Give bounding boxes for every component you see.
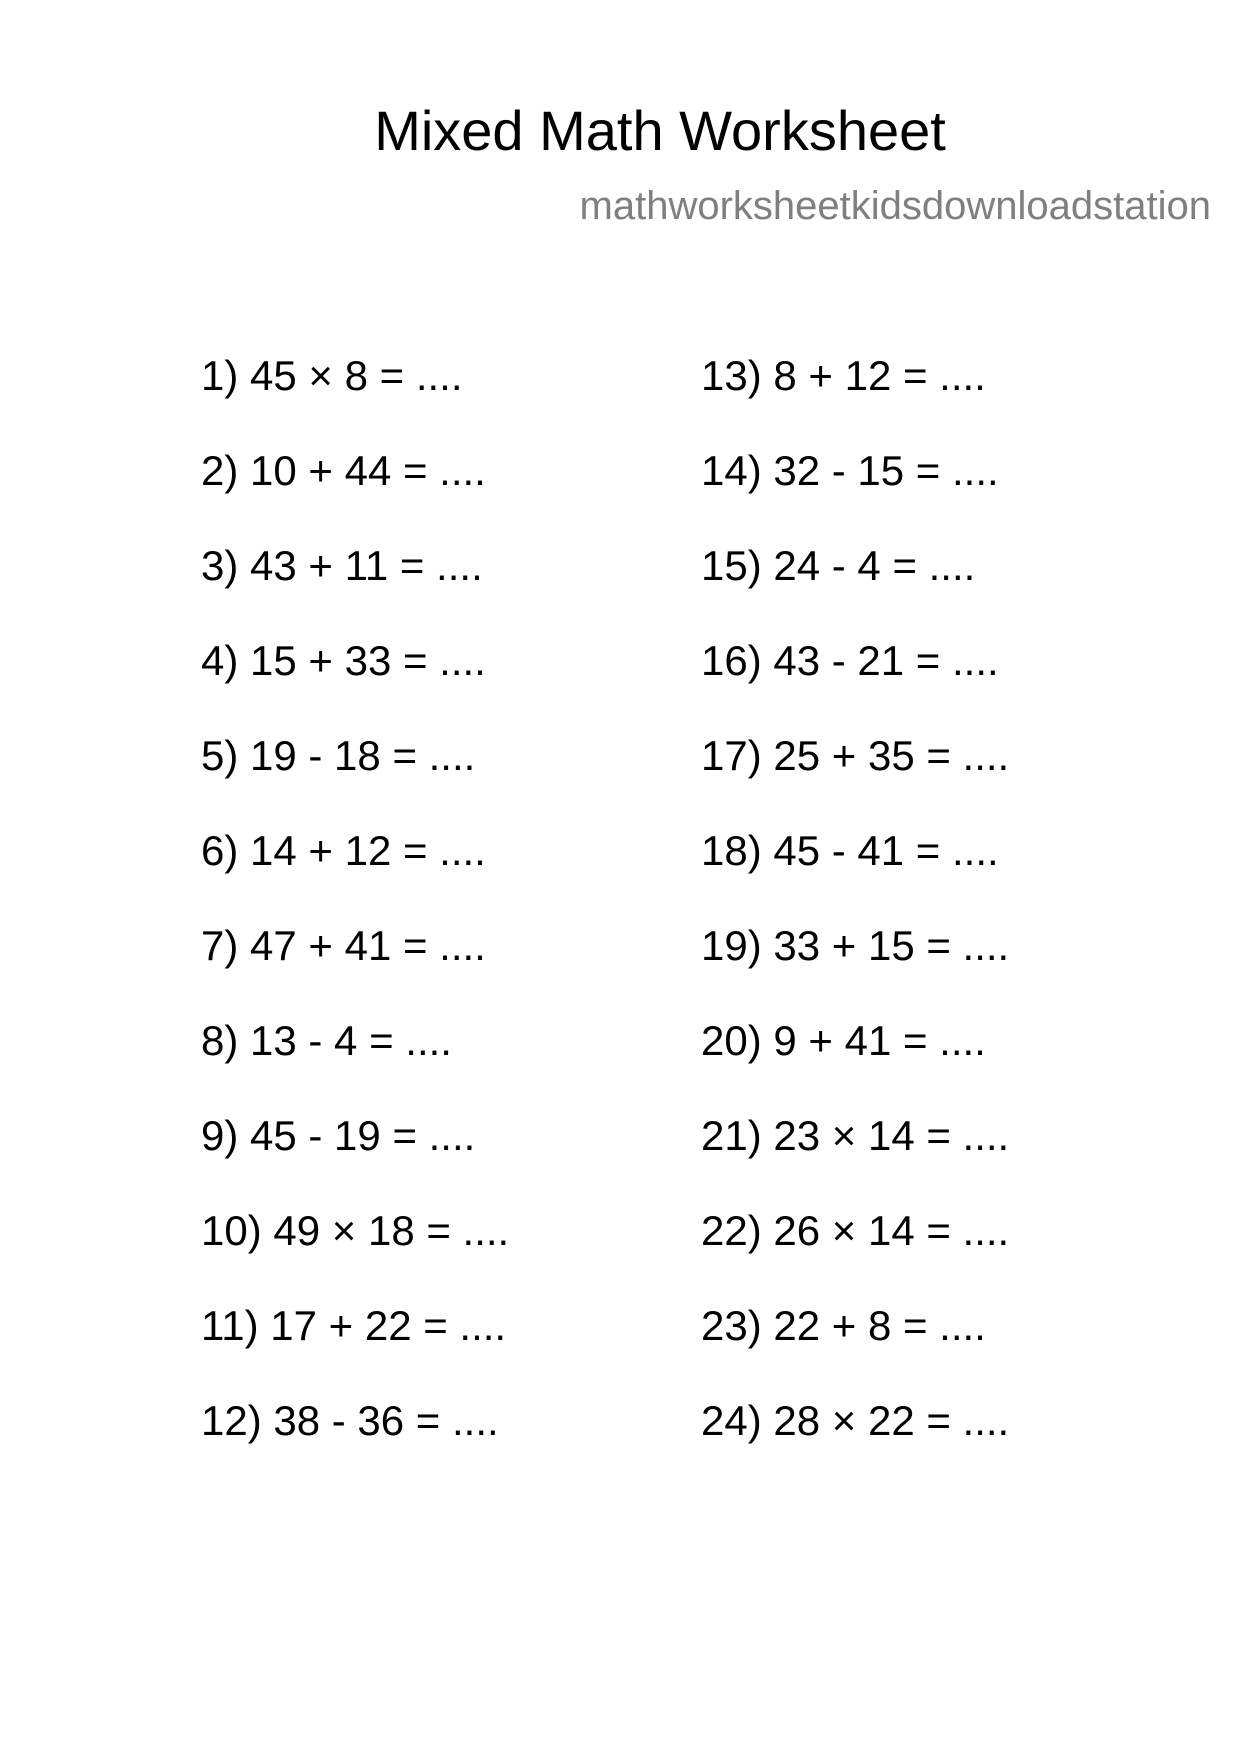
problem-item: 16) 43 - 21 = .... bbox=[701, 637, 999, 684]
problem-item: 24) 28 × 22 = .... bbox=[701, 1397, 1010, 1444]
problem-item: 11) 17 + 22 = .... bbox=[201, 1302, 507, 1349]
problem-item: 14) 32 - 15 = .... bbox=[701, 447, 999, 494]
problem-list-right bbox=[701, 351, 1009, 1491]
problem-item: 4) 15 + 33 = .... bbox=[201, 637, 486, 684]
problem-item: 8) 13 - 4 = .... bbox=[201, 1017, 452, 1064]
problem-item: 19) 33 + 15 = .... bbox=[701, 922, 1010, 969]
problem-item: 13) 8 + 12 = .... bbox=[701, 352, 986, 399]
problem-item: 2) 10 + 44 = .... bbox=[201, 447, 486, 494]
problem-list-left bbox=[201, 351, 509, 1491]
problem-item: 21) 23 × 14 = .... bbox=[701, 1112, 1010, 1159]
problem-item: 23) 22 + 8 = .... bbox=[701, 1302, 986, 1349]
problem-item: 5) 19 - 18 = .... bbox=[201, 732, 476, 779]
problem-item: 7) 47 + 41 = .... bbox=[201, 922, 486, 969]
problem-item: 22) 26 × 14 = .... bbox=[701, 1207, 1010, 1254]
problem-item: 10) 49 × 18 = .... bbox=[201, 1207, 510, 1254]
problem-item: 15) 24 - 4 = .... bbox=[701, 542, 976, 589]
problem-item: 9) 45 - 19 = .... bbox=[201, 1112, 476, 1159]
page-title: Mixed Math Worksheet bbox=[374, 99, 946, 162]
problem-item: 12) 38 - 36 = .... bbox=[201, 1397, 499, 1444]
problem-item: 17) 25 + 35 = .... bbox=[701, 732, 1010, 779]
problem-item: 18) 45 - 41 = .... bbox=[701, 827, 999, 874]
problem-item: 3) 43 + 11 = .... bbox=[201, 542, 483, 589]
problem-item: 1) 45 × 8 = .... bbox=[201, 352, 463, 399]
problem-item: 6) 14 + 12 = .... bbox=[201, 827, 486, 874]
source-watermark: mathworksheetkidsdownloadstation bbox=[579, 184, 1211, 228]
problem-item: 20) 9 + 41 = .... bbox=[701, 1017, 986, 1064]
